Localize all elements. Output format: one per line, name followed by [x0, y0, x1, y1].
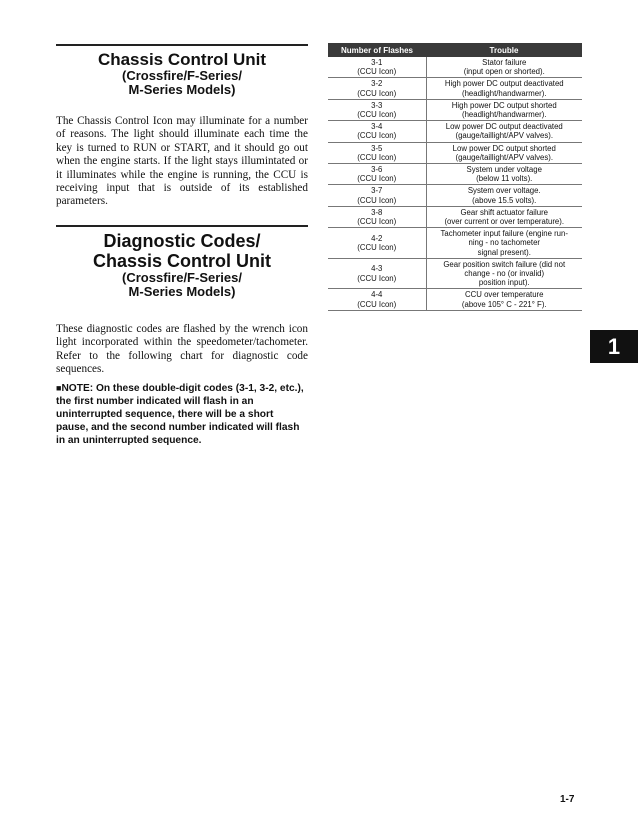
flash-code-source: (CCU Icon) [357, 195, 397, 205]
table-body [328, 57, 582, 310]
trouble-cell [426, 142, 582, 163]
section-subtitle-line: M-Series Models) [128, 82, 236, 97]
diagnostic-code-table [328, 43, 582, 311]
note-paragraph [56, 382, 308, 447]
trouble-cell [426, 185, 582, 206]
table-row [328, 206, 582, 227]
trouble-cell [426, 57, 582, 78]
trouble-text-line: System under voltage [466, 165, 542, 175]
note-text: NOTE: On these double-digit codes (3-1, 3-2, etc.), the first number indicated will flash in an uninterrupted sequence, there will be a short pause, and the second number indicated will flash in an uninterrupted sequence. [56, 383, 304, 447]
trouble-text-line: (gauge/taillight/APV valves). [455, 131, 553, 141]
flash-code-source: (CCU Icon) [357, 299, 397, 309]
column-header-flashes: Number of Flashes [328, 43, 426, 57]
section-subtitle-line: (Crossfire/F-Series/ [122, 68, 242, 83]
section-title-line: Diagnostic Codes/ [103, 230, 261, 251]
trouble-text-line: (headlight/handwarmer). [461, 110, 547, 120]
flash-code: 3-2 [371, 79, 383, 89]
trouble-cell [426, 164, 582, 185]
table-row [328, 164, 582, 185]
flash-code: 3-4 [371, 122, 383, 132]
trouble-text-line: (headlight/handwarmer). [461, 88, 547, 98]
trouble-text-line: signal present). [477, 247, 531, 257]
flash-code-cell [328, 121, 426, 142]
section-subtitle-line: M-Series Models) [128, 283, 236, 299]
trouble-cell [426, 78, 582, 99]
trouble-text-line: Gear shift actuator failure [460, 207, 549, 217]
table-row [328, 228, 582, 259]
flash-code: 3-3 [371, 100, 383, 110]
note-bullet-icon: ■ [56, 383, 62, 394]
flash-code-source: (CCU Icon) [357, 131, 397, 141]
flash-code-source: (CCU Icon) [357, 217, 397, 227]
page-number: 1-7 [560, 794, 575, 805]
trouble-text-line: (gauge/taillight/APV valves). [455, 152, 553, 162]
flash-code-cell [328, 258, 426, 289]
table-row [328, 289, 582, 310]
flash-code-source: (CCU Icon) [357, 110, 397, 120]
section-heading-diagnostic [56, 225, 308, 299]
table-row [328, 78, 582, 99]
flash-code-cell [328, 185, 426, 206]
section-subtitle-line: (Crossfire/F-Series/ [122, 269, 242, 285]
flash-code-cell [328, 142, 426, 163]
trouble-cell [426, 121, 582, 142]
trouble-text-line: position input). [478, 278, 530, 288]
flash-code: 3-5 [371, 143, 383, 153]
table-row [328, 121, 582, 142]
flash-code-source: (CCU Icon) [357, 67, 397, 77]
section-heading-ccu [56, 44, 308, 97]
trouble-text-line: System over voltage. [467, 186, 541, 196]
table-row [328, 258, 582, 289]
trouble-text-line: (below 11 volts). [476, 174, 533, 184]
flash-code-source: (CCU Icon) [357, 152, 397, 162]
trouble-text-line: Tachometer input failure (engine run- [440, 229, 568, 239]
table-row [328, 142, 582, 163]
chapter-tab: 1 [590, 330, 638, 363]
flash-code-source: (CCU Icon) [357, 273, 397, 283]
flash-code-cell [328, 164, 426, 185]
flash-code-source: (CCU Icon) [357, 174, 397, 184]
trouble-cell [426, 258, 582, 289]
trouble-text-line: CCU over temperature [465, 290, 544, 300]
table-header-row [328, 43, 582, 57]
ccu-paragraph: The Chassis Control Icon may illuminate for a number of reasons. The light should illuminate each time the key is turned to RUN or START, and it should go out when the engine starts. If the light stays illumintated or it illuminates while the engine is running, the CCU is receiving input that is outside of its established parameters. [56, 115, 308, 208]
left-column [56, 44, 308, 447]
flash-code-source: (CCU Icon) [357, 88, 397, 98]
trouble-text-line: (above 105° C - 221° F). [461, 299, 547, 309]
trouble-cell [426, 228, 582, 259]
trouble-text-line: (over current or over temperature). [444, 217, 565, 227]
column-header-trouble: Trouble [426, 43, 582, 57]
table-row [328, 185, 582, 206]
section-title: Chassis Control Unit [97, 50, 267, 69]
flash-code-cell [328, 289, 426, 310]
flash-code-cell [328, 57, 426, 78]
table-row [328, 57, 582, 78]
trouble-text-line: Stator failure [482, 58, 527, 67]
diagnostic-paragraph: These diagnostic codes are flashed by the wrench icon light incorporated within the speedometer/tachometer. Refer to the following chart for diagnostic code sequences. [56, 322, 308, 376]
trouble-cell [426, 206, 582, 227]
trouble-text-line: (input open or shorted). [463, 67, 545, 77]
flash-code: 4-2 [371, 233, 383, 243]
trouble-cell [426, 289, 582, 310]
trouble-text-line: change - no (or invalid) [464, 269, 545, 279]
trouble-text-line: High power DC output shorted [451, 100, 557, 110]
flash-code: 4-4 [371, 290, 383, 300]
trouble-text-line: Low power DC output deactivated [445, 122, 563, 132]
flash-code: 3-7 [371, 186, 383, 196]
trouble-text-line: High power DC output deactivated [444, 79, 564, 89]
flash-code-source: (CCU Icon) [357, 243, 397, 253]
flash-code: 3-8 [371, 207, 383, 217]
flash-code-cell [328, 228, 426, 259]
trouble-text-line: (above 15.5 volts). [472, 195, 537, 205]
flash-code-cell [328, 78, 426, 99]
trouble-text-line: Low power DC output shorted [452, 143, 556, 153]
flash-code-cell [328, 206, 426, 227]
section-title-line: Chassis Control Unit [92, 250, 271, 271]
flash-code: 3-1 [371, 58, 383, 67]
trouble-text-line: Gear position switch failure (did not [443, 259, 566, 269]
flash-code: 4-3 [371, 264, 383, 274]
table-row [328, 99, 582, 120]
trouble-text-line: ning - no tachometer [468, 238, 540, 248]
flash-code: 3-6 [371, 165, 383, 175]
flash-code-cell [328, 99, 426, 120]
trouble-cell [426, 99, 582, 120]
